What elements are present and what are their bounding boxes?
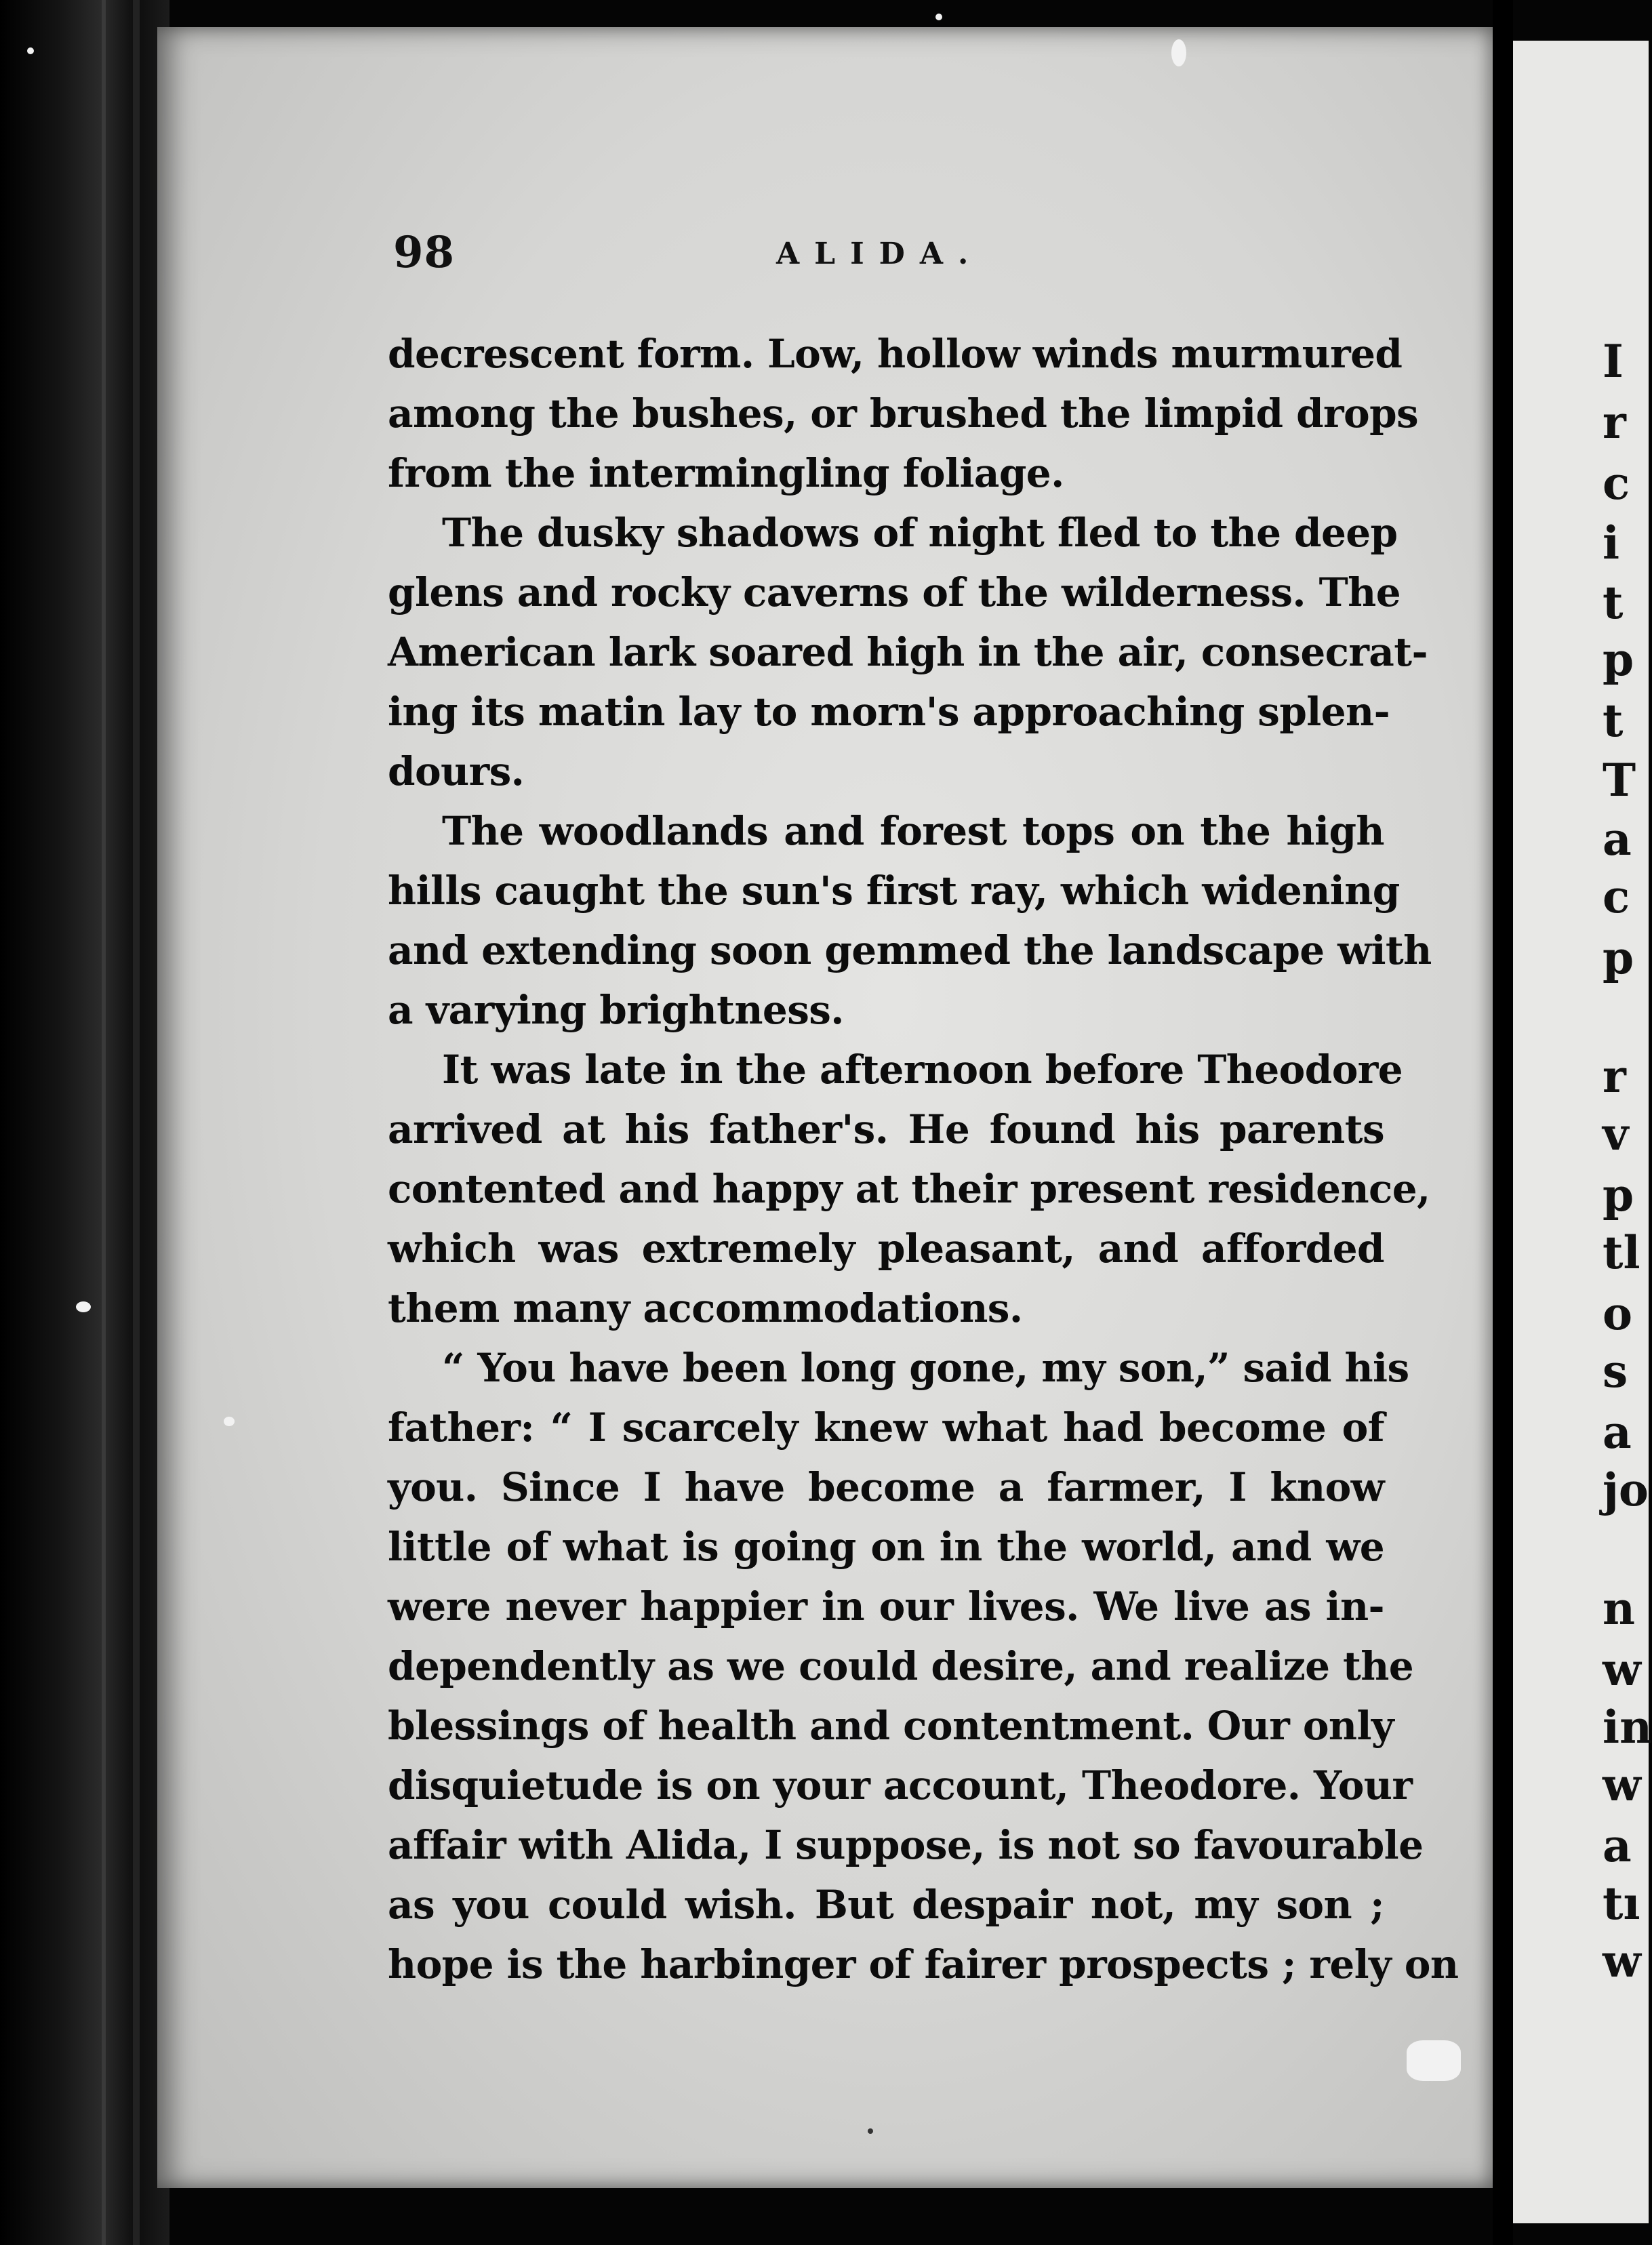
facing-page-fragment: a (1603, 1819, 1632, 1872)
facing-page-fragment: in (1603, 1701, 1652, 1754)
text-line: father: “ I scarcely knew what had become of (388, 1404, 1384, 1451)
text-line: glens and rocky caverns of the wilderness. The (388, 569, 1401, 615)
scan-speck (1171, 39, 1186, 66)
text-line: decrescent form. Low, hollow winds murmured (388, 331, 1403, 377)
facing-page-fragment: p (1603, 931, 1634, 984)
facing-page-fragment: I (1603, 335, 1624, 388)
facing-page-fragment: c (1603, 870, 1630, 923)
facing-page-fragment: w (1603, 1758, 1641, 1811)
facing-page-fragment: p (1603, 1169, 1634, 1221)
text-line: were never happier in our lives. We live as in- (388, 1583, 1384, 1630)
text-line: dependently as we could desire, and realize the (388, 1643, 1414, 1689)
spine-edge (133, 0, 140, 2245)
text-line: among the bushes, or brushed the limpid drops (388, 390, 1419, 437)
facing-page-fragment: c (1603, 457, 1630, 510)
facing-page-fragment: r (1603, 1050, 1626, 1103)
text-line: hills caught the sun's first ray, which widening (388, 868, 1400, 914)
facing-page-fragment: p (1603, 633, 1634, 686)
text-line: disquietude is on your account, Theodore. Your (388, 1762, 1413, 1808)
scan-speck (935, 14, 942, 20)
text-line: as you could wish. But despair not, my son ; (388, 1882, 1384, 1928)
facing-page-fragment: s (1603, 1345, 1628, 1398)
facing-page-fragment: r (1603, 396, 1626, 449)
text-line: The dusky shadows of night fled to the deep (442, 510, 1398, 556)
text-line: It was late in the afternoon before Theodore (442, 1047, 1403, 1093)
text-line: them many accommodations. (388, 1285, 1023, 1331)
facing-page-fragment: t (1603, 576, 1624, 629)
facing-page-fragment: w (1603, 1935, 1641, 1987)
facing-page-fragment: tl (1603, 1226, 1640, 1279)
facing-page-fragment: a (1603, 813, 1632, 866)
text-line: affair with Alida, I suppose, is not so favourable (388, 1822, 1424, 1868)
text-line: “ You have been long gone, my son,” said his (442, 1345, 1409, 1391)
page-gutter (1493, 0, 1513, 2245)
facing-page-fragment: T (1603, 754, 1636, 807)
scan-speck (868, 2128, 873, 2134)
scan-speck (27, 47, 34, 54)
facing-page-fragment: i (1603, 517, 1620, 569)
page-number: 98 (393, 227, 456, 278)
text-line: a varying brightness. (388, 987, 844, 1033)
text-line: arrived at his father's. He found his parents (388, 1106, 1384, 1152)
text-line: dours. (388, 748, 525, 794)
text-line: and extending soon gemmed the landscape with (388, 927, 1432, 973)
book-spine (0, 0, 169, 2245)
facing-page-fragment: jo (1603, 1463, 1649, 1516)
facing-page-fragment: t (1603, 694, 1624, 747)
page-header (393, 227, 1383, 281)
text-line: little of what is going on in the world, and we (388, 1524, 1384, 1570)
text-line: from the intermingling foliage. (388, 450, 1064, 496)
facing-page-fragment: tı (1603, 1877, 1640, 1930)
facing-page-fragment: n (1603, 1582, 1635, 1635)
spine-edge (102, 0, 106, 2245)
page-body-text (388, 324, 1459, 1994)
running-head: ALIDA. (776, 237, 984, 271)
facing-page-fragment: o (1603, 1287, 1633, 1340)
text-line: contented and happy at their present residence, (388, 1166, 1430, 1212)
text-line: hope is the harbinger of fairer prospects ; rely on (388, 1941, 1459, 1987)
scan-speck (76, 1301, 91, 1312)
facing-page-fragment: w (1603, 1643, 1641, 1696)
scan-speck (1407, 2040, 1461, 2081)
text-line: ing its matin lay to morn's approaching splen- (388, 689, 1390, 735)
scan-speck (224, 1417, 235, 1426)
facing-page-fragment: v (1603, 1108, 1629, 1160)
text-line: American lark soared high in the air, consecrat- (388, 629, 1428, 675)
text-line: blessings of health and contentment. Our only (388, 1703, 1394, 1749)
text-line: which was extremely pleasant, and afforded (388, 1226, 1384, 1272)
text-line: The woodlands and forest tops on the high (442, 808, 1384, 854)
facing-page-fragment: a (1603, 1406, 1632, 1459)
text-line: you. Since I have become a farmer, I know (388, 1464, 1384, 1510)
